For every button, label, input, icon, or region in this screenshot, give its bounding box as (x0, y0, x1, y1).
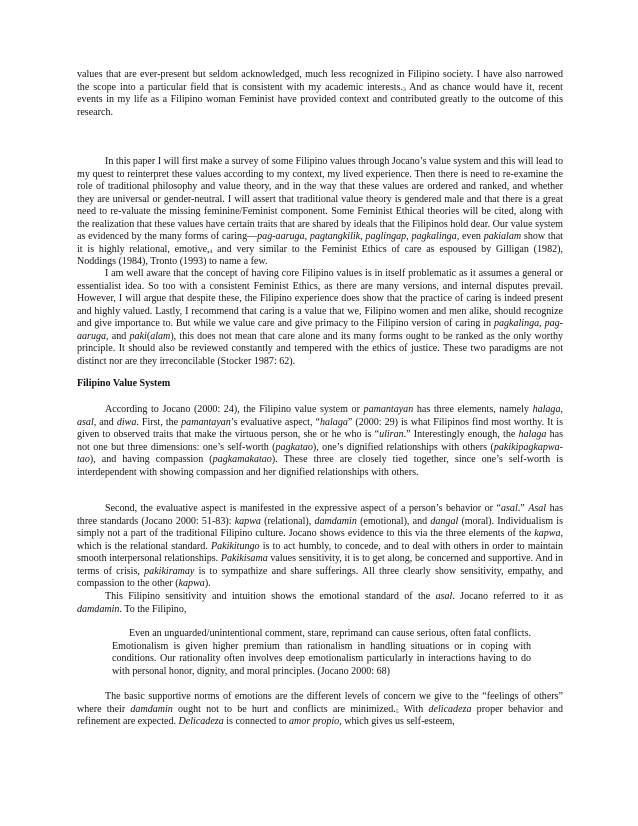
text-run: This Filipino sensitivity and intuition shows the emotional standard of the (105, 591, 436, 602)
paragraph-norms (77, 691, 563, 729)
italic-term: delicadeza (428, 703, 472, 715)
italic-term: damdamin (314, 515, 357, 527)
text-run: is connected to (223, 716, 290, 728)
italic-term: asal (77, 416, 94, 428)
text-run: In this paper I will first make a survey of some Filipino values through Jocano’s value system and this will lead to my quest to reinterpret these values according to my context, my lived experience. Then there is need to re-examine the role of traditional philosophy and value theory, and in the way that these values are ordered and ranked, and whether they are universal or gender-neutral. I will assert that traditional value theory is gendered male and that there is a great need to re-valuate the missing feminine/Feminist component. Some Feminist Ethical theories will be cited, along with the realization that these values have certain traits that are shared by ideals that the Filipinos hold dear. Our value system as evidenced by the many forms of caring— (77, 156, 563, 243)
text-run: .” (517, 503, 529, 514)
text-run: and very similar to the Feminist Ethics of care as espoused by Gilligan (1982), Noddings (1984), Tronto (1993) to name a few. (77, 243, 563, 268)
text-run: ). (204, 578, 211, 590)
text-run: The basic supportive norms of emotions are the different levels of concern we give to the “feelings of others” where their (77, 691, 563, 715)
footnote-marker: 5 (395, 708, 399, 715)
text-run: has three elements, namely (413, 404, 533, 415)
italic-term: halaga (532, 404, 561, 415)
paragraph-value-system (77, 404, 563, 479)
italic-term: dangal (430, 515, 459, 527)
italic-term: pagkalinga (411, 231, 457, 243)
footnote-marker: 3 (402, 86, 406, 93)
italic-term: pakikiramay (144, 565, 195, 577)
footnote-marker: 4 (209, 248, 213, 255)
block-quote (112, 628, 531, 678)
text-run: . First, the (136, 416, 182, 428)
italic-term: kapwa (234, 515, 261, 527)
italic-term: pagkamakatao (212, 454, 272, 466)
italic-term: Pakikitungo (211, 540, 260, 552)
text-run: Even an unguarded/unintentional comment, stare, reprimand can cause serious, often fatal conflicts. Emotionalism is given higher premium than rationalism in handling situations or in coping with conditions. Our rationality often involves deep emotionalism particularly in interactions having to do with personal honor, dignity, and moral principles. (Jocano 2000: 68) (112, 628, 531, 677)
italic-term: Delicadeza (178, 716, 224, 728)
italic-term: halaga (518, 429, 547, 441)
italic-term: halaga (319, 416, 348, 428)
text-run: ” (2000: 29) is what Filipinos find most worthy. It is given to observed traits that make the virtuous person, she or he who is “ (77, 416, 564, 441)
text-run: , even (456, 231, 484, 243)
italic-term: pamantayan (363, 404, 414, 415)
text-run: ’s evaluative aspect, “ (230, 416, 320, 428)
text-run: , (560, 404, 563, 415)
text-run: .” Interestingly enough, the (403, 429, 519, 441)
text-run: ought not to be hurt and conflicts are minimized. (172, 703, 396, 715)
text-run: , which gives us self-esteem, (339, 716, 455, 728)
text-run: ), this does not mean that care alone and its many forms ought to be ranked as the only worthy principle. It should also be reviewed constantly and tempered with the ethics of justice. These two paradigms are not distinct nor are they irreconcilable (Stocker 1987: 62). (77, 330, 563, 367)
text-run: , (304, 231, 310, 243)
text-run: . Jocano referred to it as (452, 591, 563, 602)
italic-term: Asal (528, 503, 547, 514)
text-run: , and (106, 330, 130, 342)
text-run: has three standards (Jocano 2000: 51-83): (77, 503, 564, 527)
italic-term: asal (501, 503, 518, 514)
text-run: (moral). Individualism is simply not a part of the traditional Filipino culture. Jocano shows evidence to this via the three elements of the (77, 515, 563, 540)
text-run: (relational), (260, 515, 315, 527)
text-run: (emotional), and (356, 515, 431, 527)
section-heading: Filipino Value System (77, 378, 171, 389)
italic-term: pakikipagkapwa-tao (77, 441, 564, 466)
italic-term: paglingap (365, 231, 407, 243)
text-run: Second, the evaluative aspect is manifested in the expressive aspect of a person’s behavior or “ (105, 503, 501, 514)
italic-term: uliran (379, 429, 404, 441)
text-run: values that are ever-present but seldom acknowledged, much less recognized in Filipino society. I have also narrowed the scope into a particular field that is consistent with my academic interests. (77, 69, 563, 93)
paragraph-caring (77, 268, 563, 368)
italic-term: pakialam (483, 231, 522, 243)
text-run: show that it is highly relational, emotive, (77, 231, 563, 255)
paragraph-survey (77, 156, 563, 269)
text-run: proper behavior and refinement are expected. (77, 703, 563, 728)
text-run: , (360, 231, 366, 243)
italic-term: paki (129, 330, 147, 342)
text-run: , (539, 318, 545, 330)
text-run: , which is the relational standard. (77, 528, 563, 552)
italic-term: kapwa (534, 528, 561, 540)
text-run: According to Jocano (2000: 24), the Filipino value system or (105, 404, 364, 415)
text-run: ( (146, 330, 151, 342)
italic-term: pagtangkilik (309, 231, 361, 243)
italic-term: pamantayan (181, 416, 231, 428)
text-run: is to act humbly, to concede, and to deal with others in order to maintain smooth interpersonal relationships. (77, 540, 563, 565)
italic-term: amor propio (289, 716, 340, 728)
text-run: With (398, 703, 429, 715)
text-run: , and (93, 416, 117, 428)
italic-term: pag-aaruga (77, 318, 563, 342)
paragraph-scope (77, 69, 563, 119)
text-run: ). These three are closely tied together, since one’s self-worth is interdependent with showing compassion and her dignified relationships with others. (77, 454, 563, 478)
text-run: ), and having compassion ( (89, 454, 213, 466)
italic-term: pag-aaruga (257, 231, 305, 243)
text-run: . To the Filipino, (119, 603, 187, 615)
text-run: And as chance would have it, recent events in my life as a Filipino woman Feminist have provided context and contributed greatly to the outcome of this research. (77, 81, 563, 118)
text-run: , (406, 231, 412, 243)
text-run: has not one but three dimensions: one’s self-worth ( (77, 429, 563, 453)
italic-term: asal (435, 591, 453, 602)
italic-term: Pakikisama (220, 553, 268, 565)
italic-term: damdamin (77, 603, 120, 615)
italic-term: pagkalinga (493, 318, 540, 330)
text-run: is to sympathize and share sufferings. All three clearly show sensitivity, empathy, and compassion to the other ( (77, 565, 563, 590)
italic-term: pagkatao (275, 441, 313, 453)
paragraph-asal (77, 503, 563, 591)
paragraph-damdamin (77, 591, 563, 616)
text-run: I am well aware that the concept of having core Filipino values is in itself problematic as it assumes a general or essentialist idea. So too with a consistent Feminist Ethics, as there are many versions, and internal disputes prevail. However, I will argue that despite these, the Filipino experience does show that the practice of caring is indeed present and highly valued. Lastly, I recommend that caring is a value that we, Filipino women and men alike, should recognize and give importance to. But while we value care and give primacy to the Filipino version of caring in (77, 268, 563, 330)
text-run: values sensitivity, it is to get along, be concerned and supportive. And in terms of crisis, (77, 553, 563, 577)
italic-term: kapwa (178, 578, 205, 590)
italic-term: damdamin (130, 703, 173, 715)
italic-term: diwa (116, 416, 137, 428)
italic-term: alam (150, 330, 171, 342)
text-run: ), one’s dignified relationships with others ( (312, 441, 494, 453)
